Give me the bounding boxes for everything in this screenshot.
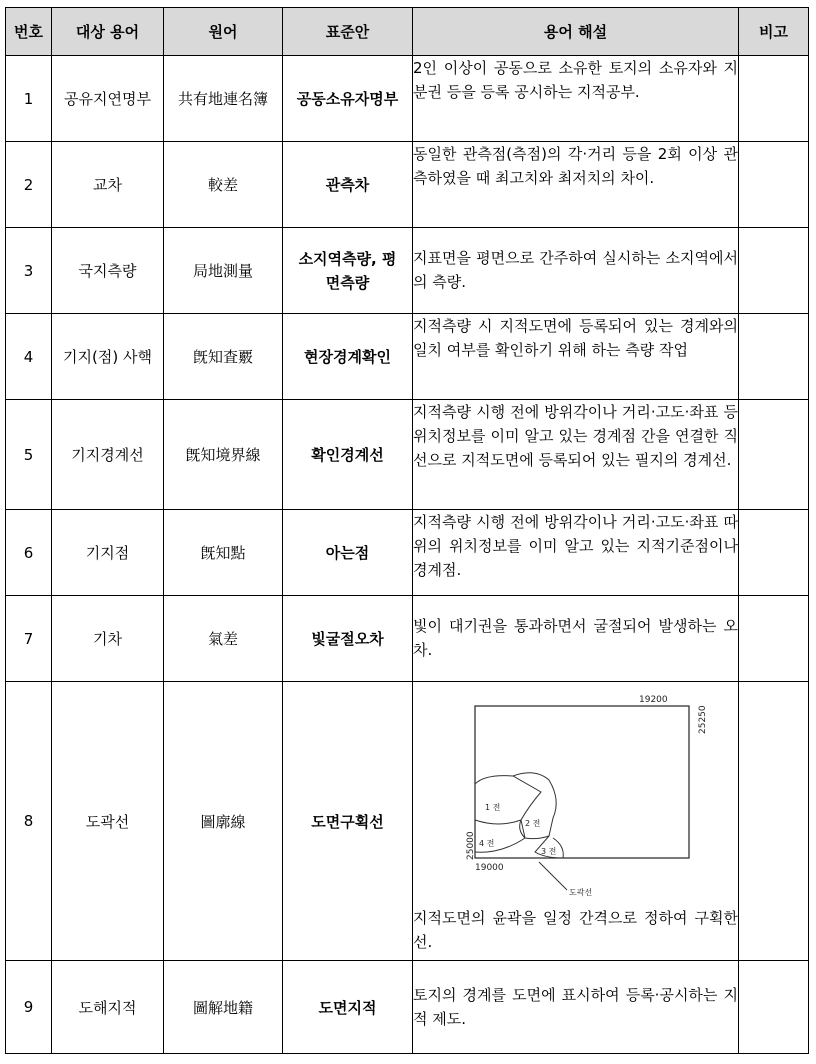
- table-row: [6, 314, 809, 400]
- row-remarks: [739, 142, 809, 228]
- table-row: [6, 682, 809, 961]
- row-original: 旣知點: [164, 510, 283, 596]
- row-explanation: 지적측량 시 지적도면에 등록되어 있는 경계와의 일치 여부를 확인하기 위해 하는 측량 작업: [413, 314, 739, 400]
- row-no: 1: [6, 56, 52, 142]
- row-standard: 관측차: [283, 142, 413, 228]
- row-explanation: 지표면을 평면으로 간주하여 실시하는 소지역에서의 측량.: [413, 228, 739, 314]
- row-original: 局地測量: [164, 228, 283, 314]
- row-remarks: [739, 961, 809, 1054]
- map-sheet-border: [475, 706, 689, 858]
- header-no: 번호: [6, 8, 52, 56]
- row-term: 공유지연명부: [52, 56, 164, 142]
- row-explanation: 2인 이상이 공동으로 소유한 토지의 소유자와 지분권 등을 등록 공시하는 지적공부.: [413, 56, 739, 142]
- row-remarks: [739, 56, 809, 142]
- row-no: 7: [6, 596, 52, 682]
- parcel-4-label: 4 전: [479, 839, 495, 848]
- header-original: 원어: [164, 8, 283, 56]
- parcel-1-boundary: [475, 776, 541, 824]
- row-no: 3: [6, 228, 52, 314]
- row-standard: 도면구획선: [283, 682, 413, 961]
- parcel-3-label: 3 전: [541, 847, 557, 856]
- row-original: 較差: [164, 142, 283, 228]
- row-no: 9: [6, 961, 52, 1054]
- row-no: 6: [6, 510, 52, 596]
- row-explanation: 지적도면의 윤곽을 일정 간격으로 정하여 구획한 선.: [413, 909, 738, 951]
- header-standard: 표준안: [283, 8, 413, 56]
- header-term: 대상 용어: [52, 8, 164, 56]
- parcel-1-label: 1 전: [485, 803, 501, 812]
- row-no: 2: [6, 142, 52, 228]
- glossary-table: [5, 7, 809, 1054]
- header-row: [6, 8, 809, 56]
- row-original: 共有地連名簿: [164, 56, 283, 142]
- callout-line: [539, 862, 567, 890]
- row-original: 旣知査覈: [164, 314, 283, 400]
- row-original: 旣知境界線: [164, 400, 283, 510]
- parcel-2-label: 2 전: [525, 819, 541, 828]
- callout-label: 도곽선: [569, 888, 593, 897]
- row-standard: 현장경계확인: [283, 314, 413, 400]
- table-row: [6, 228, 809, 314]
- row-original: 圖解地籍: [164, 961, 283, 1054]
- table-row: [6, 400, 809, 510]
- row-term: 기차: [52, 596, 164, 682]
- row-remarks: [739, 510, 809, 596]
- row-term: 도곽선: [52, 682, 164, 961]
- row-no: 4: [6, 314, 52, 400]
- row-standard: 확인경계선: [283, 400, 413, 510]
- table-row: [6, 142, 809, 228]
- map-sheet-figure: [413, 686, 727, 902]
- row-standard: 아는점: [283, 510, 413, 596]
- table-row: [6, 961, 809, 1054]
- row-standard: 도면지적: [283, 961, 413, 1054]
- row-remarks: [739, 228, 809, 314]
- row-standard: 빛굴절오차: [283, 596, 413, 682]
- row-explanation: 지적측량 시행 전에 방위각이나 거리·고도·좌표 등 위치정보를 이미 알고 있는 경계점 간을 연결한 직선으로 지적도면에 등록되어 있는 필지의 경계선.: [413, 400, 739, 510]
- row-term: 기지(점) 사핵: [52, 314, 164, 400]
- row-term: 국지측량: [52, 228, 164, 314]
- row-remarks: [739, 682, 809, 961]
- header-remarks: 비고: [739, 8, 809, 56]
- row-no: 8: [6, 682, 52, 961]
- row-explanation: 동일한 관측점(측점)의 각·거리 등을 2회 이상 관측하였을 때 최고치와 최저치의 차이.: [413, 142, 739, 228]
- figure-left-value: 25000: [466, 831, 476, 860]
- header-explanation: 용어 해설: [413, 8, 739, 56]
- row-remarks: [739, 314, 809, 400]
- row-original: 圖廓線: [164, 682, 283, 961]
- table-row: [6, 56, 809, 142]
- row-explanation: 토지의 경계를 도면에 표시하여 등록·공시하는 지적 제도.: [413, 961, 739, 1054]
- figure-top-value: 19200: [639, 695, 668, 705]
- table-row: [6, 596, 809, 682]
- row-remarks: [739, 596, 809, 682]
- figure-right-value: 25250: [698, 705, 708, 734]
- row-term: 기지경계선: [52, 400, 164, 510]
- row-standard: 공동소유자명부: [283, 56, 413, 142]
- figure-bottom-value: 19000: [475, 863, 504, 873]
- table-row: [6, 510, 809, 596]
- row-no: 5: [6, 400, 52, 510]
- row-term: 기지점: [52, 510, 164, 596]
- row-term: 도해지적: [52, 961, 164, 1054]
- row-term: 교차: [52, 142, 164, 228]
- row-explanation: 지적측량 시행 전에 방위각이나 거리·고도·좌표 따위의 위치정보를 이미 알고 있는 지적기준점이나 경계점.: [413, 510, 739, 596]
- row-explanation-figure: [413, 682, 739, 961]
- row-remarks: [739, 400, 809, 510]
- row-standard: 소지역측량, 평면측량: [283, 228, 413, 314]
- parcel-2-boundary: [513, 773, 556, 839]
- row-original: 氣差: [164, 596, 283, 682]
- row-explanation: 빛이 대기권을 통과하면서 굴절되어 발생하는 오차.: [413, 596, 739, 682]
